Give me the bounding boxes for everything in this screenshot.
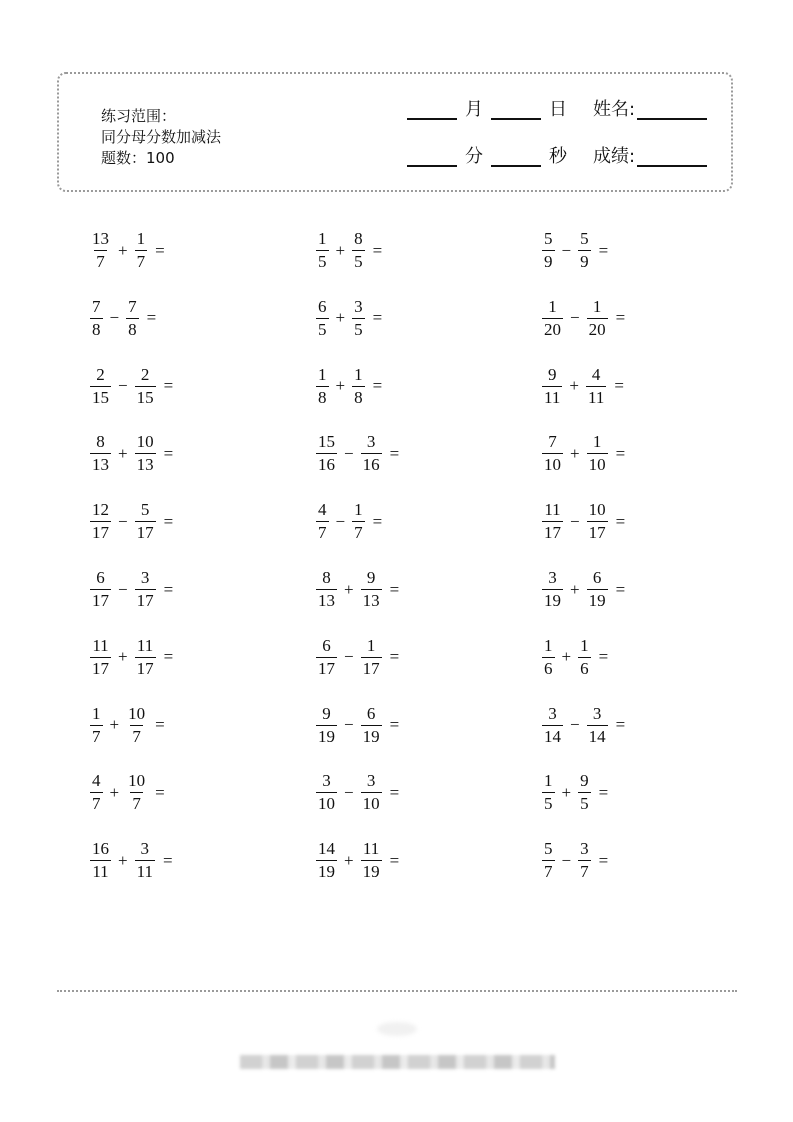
numerator: 9 bbox=[322, 703, 331, 723]
problem-item bbox=[540, 501, 630, 542]
fraction-right bbox=[587, 569, 608, 610]
problem-item bbox=[88, 366, 178, 407]
operator: + bbox=[118, 850, 128, 870]
denominator: 6 bbox=[580, 658, 589, 678]
numerator: 3 bbox=[548, 568, 557, 587]
fraction-left bbox=[90, 298, 103, 339]
equals-sign: = bbox=[372, 511, 383, 531]
fraction-right bbox=[586, 366, 606, 407]
denominator: 19 bbox=[588, 591, 606, 610]
denominator: 13 bbox=[136, 455, 154, 475]
equals-sign: = bbox=[615, 443, 626, 463]
problem-count: 题数：100 bbox=[101, 149, 175, 167]
equals-sign: = bbox=[163, 647, 174, 667]
numerator: 4 bbox=[591, 364, 601, 384]
equals-sign: = bbox=[389, 715, 400, 735]
fraction-left bbox=[542, 840, 555, 881]
problem-item bbox=[540, 230, 613, 271]
second-blank[interactable] bbox=[491, 147, 541, 167]
fraction-right bbox=[135, 230, 148, 271]
numerator: 1 bbox=[354, 500, 363, 520]
numerator: 5 bbox=[544, 839, 553, 859]
denominator: 19 bbox=[362, 862, 380, 882]
fraction-right bbox=[126, 705, 147, 746]
time-score-row bbox=[407, 147, 707, 167]
operator: − bbox=[109, 308, 120, 328]
denominator: 17 bbox=[362, 658, 380, 678]
equals-sign: = bbox=[163, 443, 174, 463]
fraction-left bbox=[90, 433, 111, 474]
fraction-right bbox=[578, 772, 591, 813]
equals-sign: = bbox=[615, 308, 626, 328]
fraction-right bbox=[361, 705, 382, 746]
numerator: 6 bbox=[318, 296, 327, 316]
problem-item bbox=[88, 501, 178, 542]
denominator: 5 bbox=[318, 252, 327, 271]
denominator: 13 bbox=[92, 455, 109, 475]
numerator: 1 bbox=[92, 703, 101, 723]
problem-item bbox=[540, 298, 630, 339]
fraction-left bbox=[542, 433, 563, 474]
numerator: 1 bbox=[592, 296, 602, 316]
denominator: 13 bbox=[362, 591, 380, 610]
problem-item bbox=[314, 569, 404, 610]
fraction-right bbox=[587, 433, 608, 474]
denominator: 9 bbox=[544, 252, 553, 271]
operator: + bbox=[570, 443, 580, 463]
date-name-row bbox=[407, 100, 707, 120]
equals-sign: = bbox=[389, 647, 400, 667]
minute-label: 分 bbox=[465, 146, 483, 167]
equals-sign: = bbox=[162, 850, 173, 870]
fraction-right bbox=[126, 772, 147, 813]
denominator: 9 bbox=[580, 252, 589, 271]
fraction-right bbox=[352, 501, 365, 542]
fraction-left bbox=[316, 637, 337, 678]
footer-blurred-text bbox=[240, 1055, 555, 1069]
denominator: 13 bbox=[318, 591, 335, 610]
numerator: 3 bbox=[580, 839, 589, 859]
numerator: 3 bbox=[354, 296, 363, 316]
denominator: 16 bbox=[362, 455, 380, 475]
fraction-left bbox=[542, 637, 555, 678]
denominator: 7 bbox=[132, 794, 141, 814]
fraction-right bbox=[587, 501, 608, 542]
denominator: 7 bbox=[132, 726, 141, 746]
denominator: 10 bbox=[362, 794, 380, 814]
fraction-left bbox=[316, 230, 329, 271]
fraction-left bbox=[542, 366, 562, 407]
denominator: 8 bbox=[92, 319, 101, 339]
operator: − bbox=[118, 511, 128, 531]
equals-sign: = bbox=[598, 647, 609, 667]
denominator: 7 bbox=[318, 523, 327, 543]
equals-sign: = bbox=[598, 240, 609, 260]
fraction-right bbox=[135, 433, 156, 474]
fraction-left bbox=[316, 366, 329, 407]
denominator: 17 bbox=[92, 523, 109, 543]
denominator: 17 bbox=[92, 658, 109, 678]
denominator: 11 bbox=[587, 387, 605, 407]
numerator: 6 bbox=[322, 635, 331, 655]
numerator: 15 bbox=[318, 432, 335, 452]
numerator: 1 bbox=[580, 635, 589, 655]
denominator: 10 bbox=[544, 455, 561, 475]
denominator: 10 bbox=[318, 794, 335, 814]
numerator: 1 bbox=[548, 296, 557, 316]
operator: + bbox=[344, 850, 354, 870]
fraction-left bbox=[316, 772, 337, 813]
fraction-right bbox=[352, 366, 365, 407]
denominator: 15 bbox=[136, 387, 154, 407]
footer-watermark bbox=[377, 1022, 417, 1036]
numerator: 2 bbox=[96, 364, 105, 384]
equals-sign: = bbox=[615, 579, 626, 599]
denominator: 11 bbox=[92, 862, 109, 882]
fraction-right bbox=[578, 637, 591, 678]
name-label: 姓名: bbox=[593, 99, 636, 120]
day-label: 日 bbox=[549, 99, 567, 120]
fraction-right bbox=[578, 840, 591, 881]
denominator: 14 bbox=[544, 726, 561, 746]
numerator: 1 bbox=[318, 364, 327, 384]
numerator: 11 bbox=[92, 635, 109, 655]
fraction-left bbox=[90, 772, 103, 813]
operator: + bbox=[561, 782, 572, 802]
fraction-right bbox=[578, 230, 591, 271]
equals-sign: = bbox=[389, 782, 400, 802]
fraction-left bbox=[542, 298, 563, 339]
operator: + bbox=[570, 579, 580, 599]
numerator: 1 bbox=[136, 229, 146, 248]
fraction-right bbox=[352, 298, 365, 339]
score-label: 成绩: bbox=[593, 146, 636, 167]
problem-item bbox=[88, 772, 170, 813]
numerator: 13 bbox=[92, 229, 109, 248]
denominator: 7 bbox=[96, 252, 105, 271]
fraction-right bbox=[135, 501, 156, 542]
numerator: 8 bbox=[354, 229, 363, 248]
numerator: 3 bbox=[366, 432, 376, 452]
numerator: 7 bbox=[548, 432, 557, 452]
numerator: 1 bbox=[544, 635, 553, 655]
numerator: 1 bbox=[544, 771, 553, 791]
denominator: 15 bbox=[92, 387, 109, 407]
fraction-left bbox=[316, 705, 337, 746]
numerator: 10 bbox=[588, 500, 606, 520]
operator: + bbox=[335, 240, 346, 260]
denominator: 11 bbox=[136, 862, 153, 882]
equals-sign: = bbox=[146, 308, 157, 328]
worksheet-info bbox=[101, 106, 221, 169]
operator: − bbox=[570, 511, 580, 531]
fraction-left bbox=[90, 501, 111, 542]
name-blank[interactable] bbox=[637, 100, 707, 120]
denominator: 17 bbox=[544, 523, 561, 543]
denominator: 11 bbox=[544, 387, 561, 407]
numerator: 5 bbox=[140, 500, 150, 520]
denominator: 17 bbox=[588, 523, 606, 543]
numerator: 1 bbox=[354, 364, 363, 384]
score-blank[interactable] bbox=[637, 147, 707, 167]
topic-title: 同分母分数加减法 bbox=[101, 128, 222, 146]
denominator: 7 bbox=[580, 862, 589, 882]
numerator: 11 bbox=[362, 839, 380, 859]
problem-item bbox=[88, 840, 178, 881]
equals-sign: = bbox=[598, 850, 609, 870]
equals-sign: = bbox=[163, 511, 174, 531]
problem-item bbox=[314, 366, 387, 407]
operator: − bbox=[561, 240, 572, 260]
denominator: 5 bbox=[354, 252, 363, 271]
operator: − bbox=[344, 715, 354, 735]
denominator: 16 bbox=[318, 455, 335, 475]
equals-sign: = bbox=[163, 579, 174, 599]
denominator: 8 bbox=[128, 319, 137, 339]
fraction-left bbox=[542, 569, 563, 610]
problem-item bbox=[540, 840, 613, 881]
problem-item bbox=[88, 569, 178, 610]
numerator: 7 bbox=[128, 296, 137, 316]
problem-item bbox=[540, 637, 613, 678]
denominator: 5 bbox=[318, 319, 327, 339]
denominator: 17 bbox=[318, 658, 335, 678]
numerator: 6 bbox=[592, 568, 602, 587]
problem-item bbox=[314, 637, 404, 678]
operator: − bbox=[344, 782, 354, 802]
problem-item bbox=[540, 433, 630, 474]
minute-blank[interactable] bbox=[407, 147, 457, 167]
fraction-right bbox=[135, 366, 156, 407]
numerator: 5 bbox=[544, 229, 553, 248]
numerator: 3 bbox=[592, 703, 602, 723]
equals-sign: = bbox=[389, 579, 400, 599]
numerator: 9 bbox=[580, 771, 589, 791]
scope-label: 练习范围： bbox=[101, 107, 177, 125]
equals-sign: = bbox=[372, 308, 383, 328]
operator: + bbox=[118, 240, 128, 260]
operator: + bbox=[109, 782, 120, 802]
fraction-left bbox=[90, 569, 111, 610]
fraction-right bbox=[135, 637, 156, 678]
fraction-left bbox=[542, 501, 563, 542]
numerator: 7 bbox=[92, 296, 101, 316]
fraction-right bbox=[135, 840, 155, 881]
denominator: 7 bbox=[92, 794, 101, 814]
numerator: 10 bbox=[128, 703, 146, 723]
fraction-left bbox=[542, 230, 555, 271]
equals-sign: = bbox=[614, 376, 624, 396]
denominator: 19 bbox=[544, 591, 561, 610]
denominator: 5 bbox=[354, 319, 363, 339]
numerator: 8 bbox=[96, 432, 105, 452]
operator: − bbox=[335, 511, 346, 531]
operator: − bbox=[344, 647, 354, 667]
operator: − bbox=[118, 376, 128, 396]
problem-item bbox=[314, 772, 404, 813]
fraction-right bbox=[587, 298, 608, 339]
problem-item bbox=[314, 230, 387, 271]
problem-item bbox=[88, 230, 170, 271]
operator: + bbox=[569, 376, 579, 396]
second-label: 秒 bbox=[549, 146, 567, 167]
operator: + bbox=[118, 443, 128, 463]
denominator: 7 bbox=[136, 252, 146, 271]
denominator: 8 bbox=[318, 387, 327, 407]
denominator: 8 bbox=[354, 387, 363, 407]
fraction-left bbox=[316, 840, 337, 881]
fraction-right bbox=[361, 772, 382, 813]
fraction-left bbox=[316, 433, 337, 474]
denominator: 19 bbox=[318, 862, 335, 882]
equals-sign: = bbox=[155, 240, 165, 260]
numerator: 9 bbox=[366, 568, 376, 587]
problem-item bbox=[88, 637, 178, 678]
fraction-right bbox=[126, 298, 139, 339]
denominator: 7 bbox=[354, 523, 363, 543]
denominator: 20 bbox=[588, 319, 606, 339]
equals-sign: = bbox=[155, 782, 165, 802]
numerator: 9 bbox=[547, 364, 557, 384]
denominator: 14 bbox=[588, 726, 606, 746]
problem-item bbox=[314, 433, 404, 474]
operator: + bbox=[109, 715, 120, 735]
numerator: 4 bbox=[92, 771, 101, 791]
denominator: 20 bbox=[544, 319, 561, 339]
operator: − bbox=[344, 443, 354, 463]
denominator: 17 bbox=[136, 591, 154, 610]
denominator: 6 bbox=[544, 658, 553, 678]
problem-item bbox=[540, 569, 630, 610]
problem-item bbox=[88, 433, 178, 474]
numerator: 11 bbox=[544, 500, 561, 520]
fraction-left bbox=[542, 772, 555, 813]
fraction-left bbox=[316, 501, 329, 542]
day-blank[interactable] bbox=[491, 100, 541, 120]
equals-sign: = bbox=[163, 376, 174, 396]
operator: + bbox=[335, 308, 346, 328]
operator: − bbox=[118, 579, 128, 599]
equals-sign: = bbox=[372, 376, 383, 396]
fraction-right bbox=[587, 705, 608, 746]
numerator: 10 bbox=[128, 771, 146, 791]
numerator: 3 bbox=[548, 703, 557, 723]
operator: − bbox=[561, 850, 572, 870]
equals-sign: = bbox=[615, 511, 626, 531]
denominator: 19 bbox=[362, 726, 380, 746]
numerator: 3 bbox=[140, 839, 150, 859]
fraction-left bbox=[90, 230, 111, 271]
problem-item bbox=[88, 298, 161, 339]
denominator: 17 bbox=[136, 523, 154, 543]
numerator: 11 bbox=[136, 635, 154, 655]
denominator: 19 bbox=[318, 726, 335, 746]
denominator: 5 bbox=[544, 794, 553, 814]
operator: + bbox=[561, 647, 572, 667]
numerator: 16 bbox=[92, 839, 109, 859]
problem-item bbox=[314, 501, 387, 542]
numerator: 6 bbox=[366, 703, 376, 723]
numerator: 8 bbox=[322, 568, 331, 587]
operator: + bbox=[118, 647, 128, 667]
numerator: 12 bbox=[92, 500, 109, 520]
fraction-right bbox=[361, 433, 382, 474]
equals-sign: = bbox=[598, 782, 609, 802]
equals-sign: = bbox=[155, 715, 165, 735]
worksheet-header bbox=[57, 72, 733, 192]
denominator: 17 bbox=[92, 591, 109, 610]
numerator: 2 bbox=[140, 364, 150, 384]
denominator: 10 bbox=[588, 455, 606, 475]
numerator: 5 bbox=[580, 229, 589, 248]
fraction-right bbox=[352, 230, 365, 271]
fraction-right bbox=[361, 569, 382, 610]
equals-sign: = bbox=[389, 443, 400, 463]
bottom-divider bbox=[57, 990, 737, 992]
problem-item bbox=[88, 705, 170, 746]
fraction-left bbox=[90, 705, 103, 746]
month-label: 月 bbox=[465, 99, 483, 120]
fraction-left bbox=[90, 366, 111, 407]
numerator: 3 bbox=[366, 771, 376, 791]
problem-item bbox=[314, 298, 387, 339]
operator: + bbox=[344, 579, 354, 599]
fraction-left bbox=[90, 637, 111, 678]
problem-item bbox=[540, 772, 613, 813]
numerator: 1 bbox=[318, 229, 327, 248]
fraction-right bbox=[135, 569, 156, 610]
month-blank[interactable] bbox=[407, 100, 457, 120]
numerator: 6 bbox=[96, 568, 105, 587]
problem-item bbox=[540, 705, 630, 746]
equals-sign: = bbox=[372, 240, 383, 260]
operator: − bbox=[570, 308, 580, 328]
numerator: 4 bbox=[318, 500, 327, 520]
fraction-left bbox=[542, 705, 563, 746]
problem-item bbox=[314, 705, 404, 746]
denominator: 5 bbox=[580, 794, 589, 814]
equals-sign: = bbox=[615, 715, 626, 735]
numerator: 3 bbox=[322, 771, 331, 791]
problem-item bbox=[314, 840, 404, 881]
numerator: 3 bbox=[140, 568, 150, 587]
fraction-left bbox=[90, 840, 111, 881]
fraction-left bbox=[316, 298, 329, 339]
fraction-right bbox=[361, 840, 382, 881]
numerator: 10 bbox=[136, 432, 154, 452]
numerator: 14 bbox=[318, 839, 335, 859]
denominator: 7 bbox=[92, 726, 101, 746]
fraction-right bbox=[361, 637, 382, 678]
denominator: 17 bbox=[136, 658, 154, 678]
operator: + bbox=[335, 376, 346, 396]
denominator: 7 bbox=[544, 862, 553, 882]
operator: − bbox=[570, 715, 580, 735]
numerator: 1 bbox=[366, 635, 376, 655]
numerator: 1 bbox=[592, 432, 602, 452]
problem-item bbox=[540, 366, 629, 407]
fraction-left bbox=[316, 569, 337, 610]
equals-sign: = bbox=[389, 850, 400, 870]
